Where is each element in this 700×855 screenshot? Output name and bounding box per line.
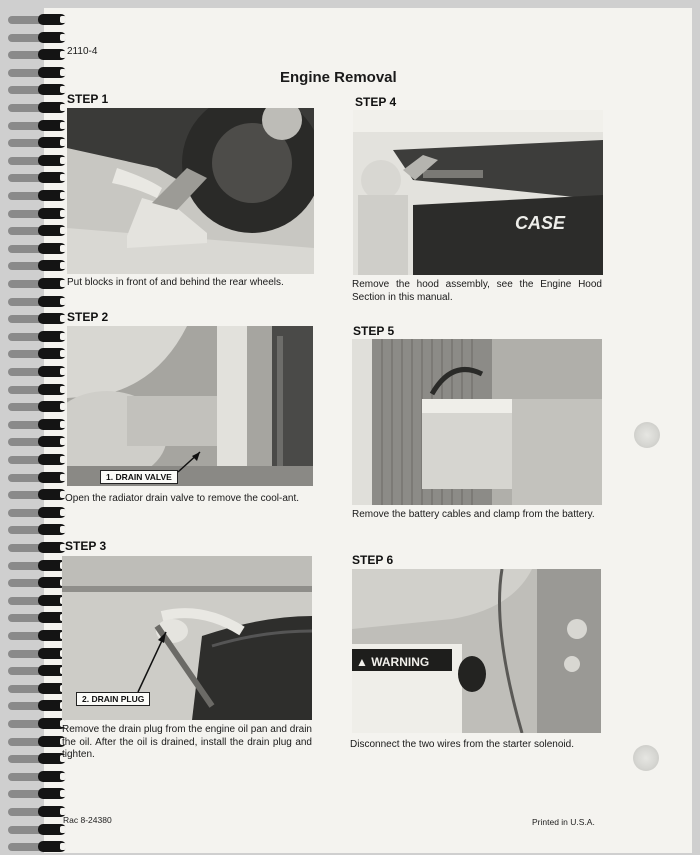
binding-coil — [8, 507, 64, 518]
binding-coil — [8, 736, 64, 747]
binding-coil — [8, 436, 64, 447]
binding-coil — [8, 313, 64, 324]
drain-valve-callout: 1. DRAIN VALVE — [100, 470, 178, 484]
binding-coil — [8, 542, 64, 553]
binding-coil — [8, 278, 64, 289]
step-4-caption: Remove the hood assembly, see the Engine Hood Section in this manual. — [352, 279, 602, 303]
drain-valve-arrow — [170, 448, 210, 478]
binding-coil — [8, 489, 64, 500]
binding-coil — [8, 208, 64, 219]
step-5-photo — [352, 339, 602, 505]
binding-coil — [8, 630, 64, 641]
binding-coil — [8, 172, 64, 183]
step-6-photo — [352, 569, 601, 733]
step-1-photo — [67, 108, 314, 274]
binding-coil — [8, 84, 64, 95]
case-logo: CASE — [515, 213, 566, 233]
binding-coil — [8, 348, 64, 359]
binding-coil — [8, 648, 64, 659]
binding-coil — [8, 683, 64, 694]
binding-coil — [8, 718, 64, 729]
drain-plug-arrow — [134, 626, 174, 696]
step-4-photo — [353, 110, 603, 275]
binding-coil — [8, 260, 64, 271]
step-3-caption: Remove the drain plug from the engine oil pan and drain the oil. After the oil is drained, install the drain plug and tighten. — [62, 724, 312, 760]
binding-coil — [8, 32, 64, 43]
binding-coil — [8, 472, 64, 483]
step-3-heading: STEP 3 — [65, 539, 107, 553]
binding-coil — [8, 190, 64, 201]
binding-coil — [8, 401, 64, 412]
binding-coil — [8, 841, 64, 852]
binding-coil — [8, 67, 64, 78]
step-1-caption: Put blocks in front of and behind the rear wheels. — [67, 277, 284, 288]
binding-coil — [8, 49, 64, 60]
binding-coil — [8, 454, 64, 465]
binding-coil — [8, 560, 64, 571]
footer-printed-in: Printed in U.S.A. — [532, 817, 595, 827]
step-4-heading: STEP 4 — [355, 95, 397, 109]
binding-coil — [8, 14, 64, 25]
step-2-heading: STEP 2 — [67, 310, 109, 324]
binding-coil — [8, 120, 64, 131]
binding-coil — [8, 102, 64, 113]
binding-coil — [8, 419, 64, 430]
binding-coil — [8, 155, 64, 166]
binding-coil — [8, 612, 64, 623]
binding-coil — [8, 225, 64, 236]
step-2-caption: Open the radiator drain valve to remove the cool-ant. — [65, 493, 300, 504]
punch-hole-upper — [634, 422, 660, 448]
footer-part-number: Rac 8-24380 — [63, 815, 112, 825]
step-5-caption: Remove the battery cables and clamp from the battery. — [352, 509, 595, 520]
binding-coil — [8, 331, 64, 342]
binding-coil — [8, 137, 64, 148]
warning-label: ▲ WARNING — [356, 655, 430, 669]
step-6-caption: Disconnect the two wires from the starter solenoid. — [350, 739, 574, 750]
binding-coil — [8, 771, 64, 782]
spiral-binding — [0, 0, 66, 855]
binding-coil — [8, 824, 64, 835]
binding-coil — [8, 366, 64, 377]
punch-hole-lower — [633, 745, 659, 771]
binding-coil — [8, 806, 64, 817]
binding-coil — [8, 700, 64, 711]
step-6-heading: STEP 6 — [352, 553, 394, 567]
step-5-heading: STEP 5 — [353, 324, 395, 338]
page-number: 2110-4 — [67, 46, 98, 57]
binding-coil — [8, 577, 64, 588]
binding-coil — [8, 296, 64, 307]
binding-coil — [8, 665, 64, 676]
binding-coil — [8, 788, 64, 799]
page-title: Engine Removal — [280, 69, 397, 86]
step-1-heading: STEP 1 — [67, 92, 109, 106]
binding-coil — [8, 243, 64, 254]
binding-coil — [8, 524, 64, 535]
warning-text: WARNING — [371, 655, 430, 669]
binding-coil — [8, 384, 64, 395]
binding-coil — [8, 753, 64, 764]
binding-coil — [8, 595, 64, 606]
drain-plug-callout: 2. DRAIN PLUG — [76, 692, 150, 706]
